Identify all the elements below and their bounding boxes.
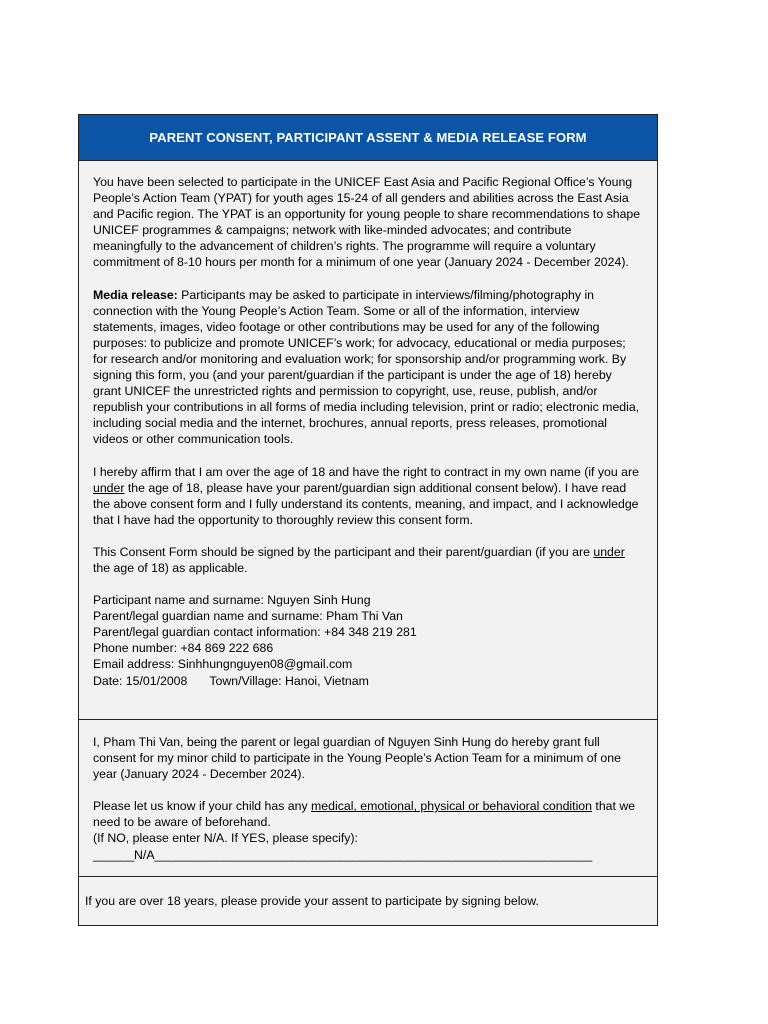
affirm-underlined: under — [93, 480, 125, 495]
media-release-text: Participants may be asked to participate in interviews/filming/photography in connection with the Young People’s Action Team. Some or all of the information, interview statements, images, video footage or other contributions may be used for any of the following purposes: to publicize and promote UNICEF’s work; for advocacy, educational or media purposes; for research and/or monitoring and evaluation work; for sponsorship and/or programming work. By signing this form, you (and your parent/guardian if the participant is under the age of 18) hereby grant UNICEF the unrestricted rights and permission to copyright, use, reuse, publish, and/or republish your contributions in all forms of media including television, print or radio; electronic media, including social media and the internet, brochures, annual reports, press releases, promotional videos or other communication tools. — [93, 287, 640, 447]
condition-block — [93, 798, 643, 862]
affirm-text-after: the age of 18, please have your parent/guardian sign additional consent below). I have read the above consent form and I fully understand its contents, meaning, and impact, and I acknowledge that I have had the opportunity to thoroughly review this consent form. — [93, 480, 639, 527]
consent-form — [78, 114, 658, 926]
affirm-text-before: I hereby affirm that I am over the age of 18 and have the right to contract in my own name (if you are — [93, 464, 639, 479]
participant-details — [93, 592, 643, 689]
guardian-contact: Parent/legal guardian contact information: +84 348 219 281 — [93, 625, 417, 640]
participant-name: Participant name and surname: Nguyen Sinh Hung — [93, 593, 371, 608]
consent-section — [79, 161, 657, 720]
assent-section — [79, 877, 657, 925]
condition-underlined: medical, emotional, physical or behavioral condition — [311, 799, 592, 814]
email-address: Email address: Sinhhungnguyen08@gmail.com — [93, 657, 353, 672]
form-title: PARENT CONSENT, PARTICIPANT ASSENT & MEDIA RELEASE FORM — [149, 130, 587, 145]
media-release-paragraph — [93, 287, 643, 448]
signing-paragraph — [93, 544, 643, 576]
affirm-paragraph — [93, 464, 643, 528]
assent-text: If you are over 18 years, please provide your assent to participate by signing below. — [85, 894, 539, 908]
condition-instruction: (If NO, please enter N/A. If YES, please specify): — [93, 831, 358, 846]
signing-text-after: the age of 18) as applicable. — [93, 560, 248, 575]
signing-underlined: under — [593, 544, 625, 559]
guardian-consent-paragraph: I, Pham Thi Van, being the parent or legal guardian of Nguyen Sinh Hung do hereby grant full consent for my minor child to participate in the Young People’s Action Team for a minimum of one year (January 2024 - December 2024). — [93, 735, 621, 782]
phone-number: Phone number: +84 869 222 686 — [93, 641, 274, 656]
town-value: Town/Village: Hanoi, Vietnam — [209, 673, 369, 688]
condition-text-after: that we need to be aware of beforehand. — [93, 799, 636, 830]
media-release-label: Media release: — [93, 287, 178, 302]
guardian-name: Parent/legal guardian name and surname: Pham Thi Van — [93, 609, 403, 624]
condition-answer: ______N/A________________________________________________________________ — [93, 847, 593, 862]
guardian-section — [79, 720, 657, 877]
intro-paragraph: You have been selected to participate in the UNICEF East Asia and Pacific Regional Office’s Young People’s Action Team (YPAT) for youth ages 15-24 of all genders and abilities across the East Asia and Pacific region. The YPAT is an opportunity for young people to share recommendations to shape UNICEF programmes & campaigns; network with like-minded advocates; and contribute meaningfully to the advancement of children’s rights. The programme will require a voluntary commitment of 8-10 hours per month for a minimum of one year (January 2024 - December 2024). — [93, 175, 641, 270]
condition-text-before: Please let us know if your child has any — [93, 799, 312, 814]
form-header — [79, 115, 657, 161]
signing-text-before: This Consent Form should be signed by the participant and their parent/guardian (if you are — [93, 544, 594, 559]
date-town-row — [93, 673, 643, 689]
date-value: Date: 15/01/2008 — [93, 673, 188, 688]
